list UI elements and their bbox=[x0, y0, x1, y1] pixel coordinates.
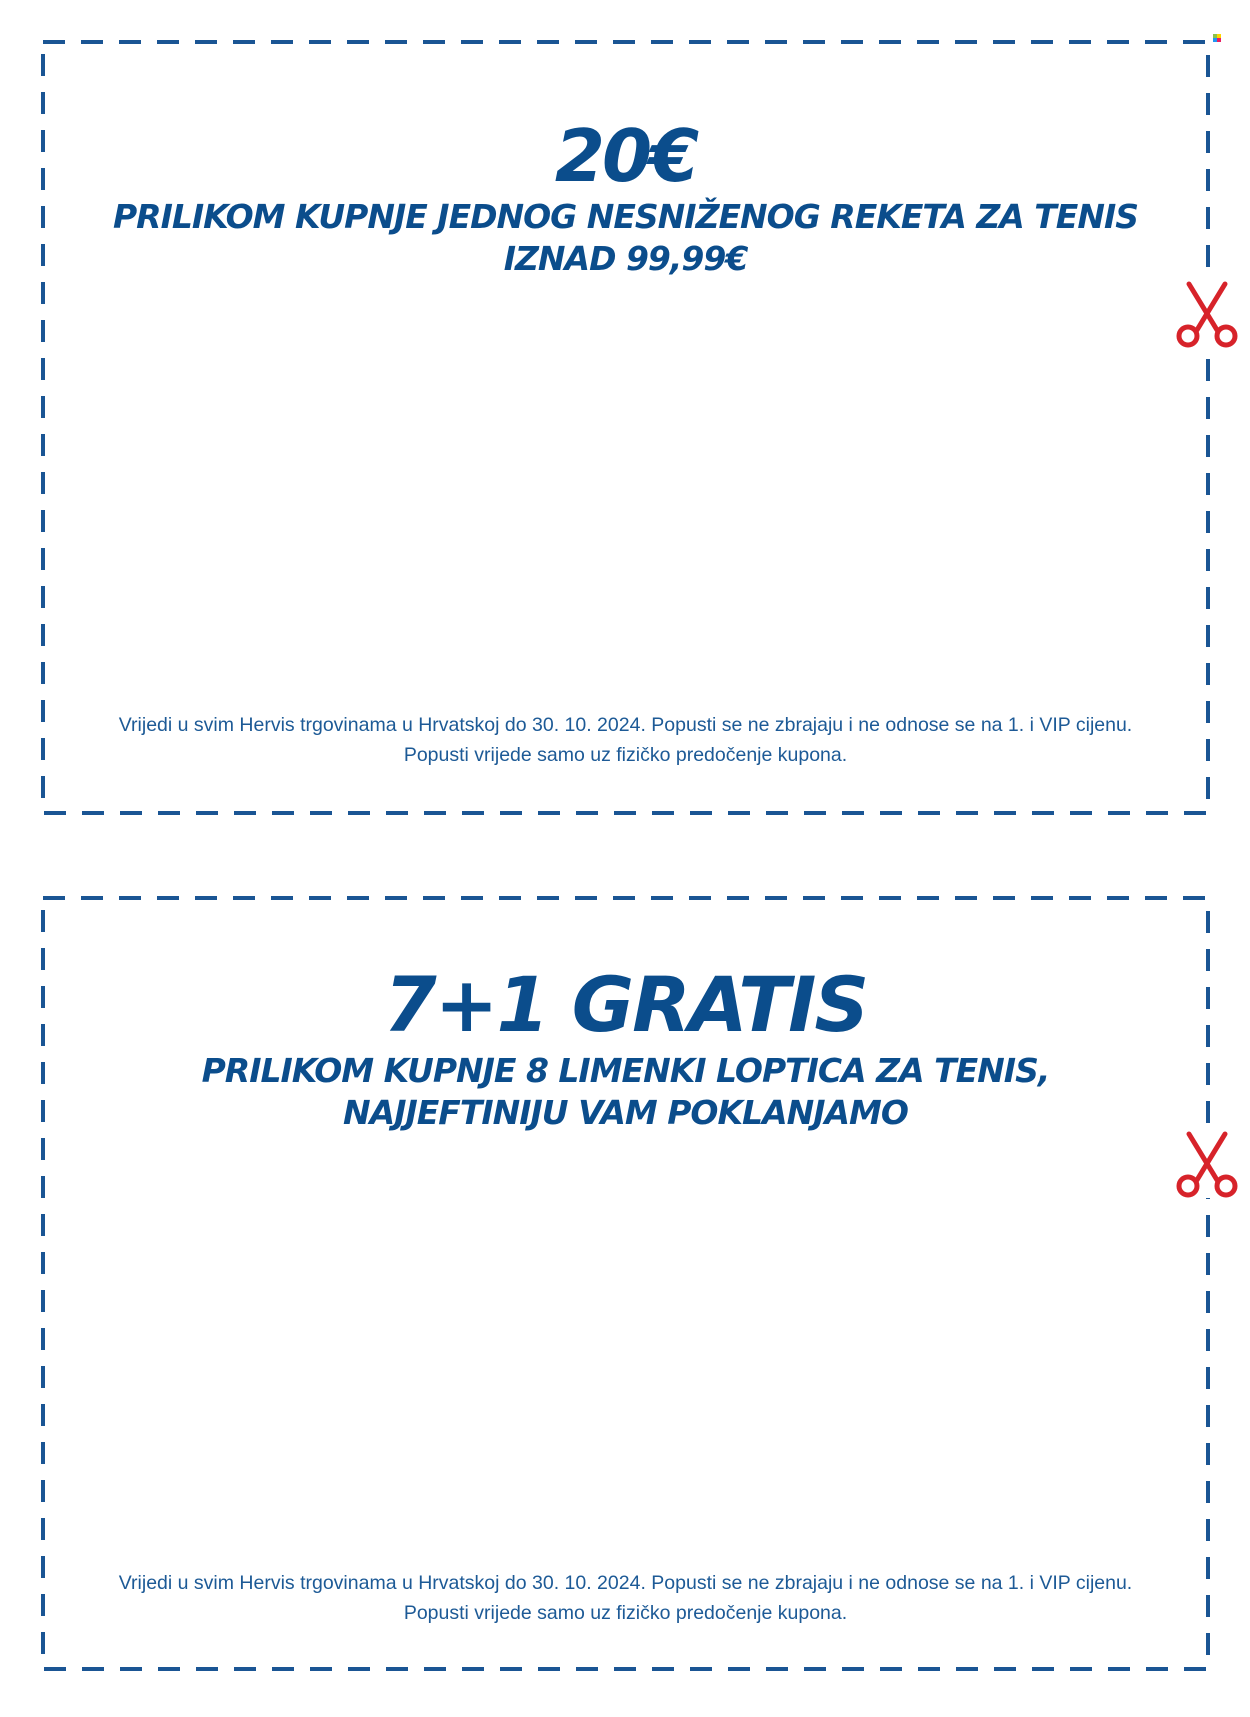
coupon-headline: 7+1 GRATIS bbox=[383, 960, 868, 1049]
coupon-balls bbox=[43, 898, 1208, 1669]
terms-line: Popusti vrijede samo uz fizičko predočenje kupona. bbox=[403, 1602, 848, 1624]
coupon-subtitle-line: IZNAD 99,99€ bbox=[503, 239, 748, 278]
coupon-subtitle bbox=[43, 1050, 1208, 1134]
coupon-subtitle-line: PRILIKOM KUPNJE JEDNOG NESNIŽENOG REKETA ZA TENIS bbox=[112, 197, 1139, 236]
coupon-terms bbox=[43, 710, 1208, 770]
coupon-subtitle-line: NAJJEFTINIJU VAM POKLANJAMO bbox=[343, 1093, 908, 1132]
coupon-racket bbox=[43, 42, 1208, 813]
terms-line: Popusti vrijede samo uz fizičko predočenje kupona. bbox=[403, 744, 848, 766]
coupon-subtitle-line: PRILIKOM KUPNJE 8 LIMENKI LOPTICA ZA TENIS, bbox=[201, 1051, 1050, 1090]
coupon-subtitle bbox=[43, 196, 1208, 280]
scissors-icon bbox=[1175, 1130, 1239, 1198]
coupon-terms bbox=[43, 1568, 1208, 1628]
coupon-headline: 20€ bbox=[554, 114, 697, 198]
terms-line: Vrijedi u svim Hervis trgovinama u Hrvatskoj do 30. 10. 2024. Popusti se ne zbrajaju i ne odnose se na 1. i VIP cijenu. bbox=[118, 1572, 1133, 1594]
color-registration-mark bbox=[1213, 34, 1221, 42]
terms-line: Vrijedi u svim Hervis trgovinama u Hrvatskoj do 30. 10. 2024. Popusti se ne zbrajaju i ne odnose se na 1. i VIP cijenu. bbox=[118, 714, 1133, 736]
scissors-icon bbox=[1175, 280, 1239, 348]
